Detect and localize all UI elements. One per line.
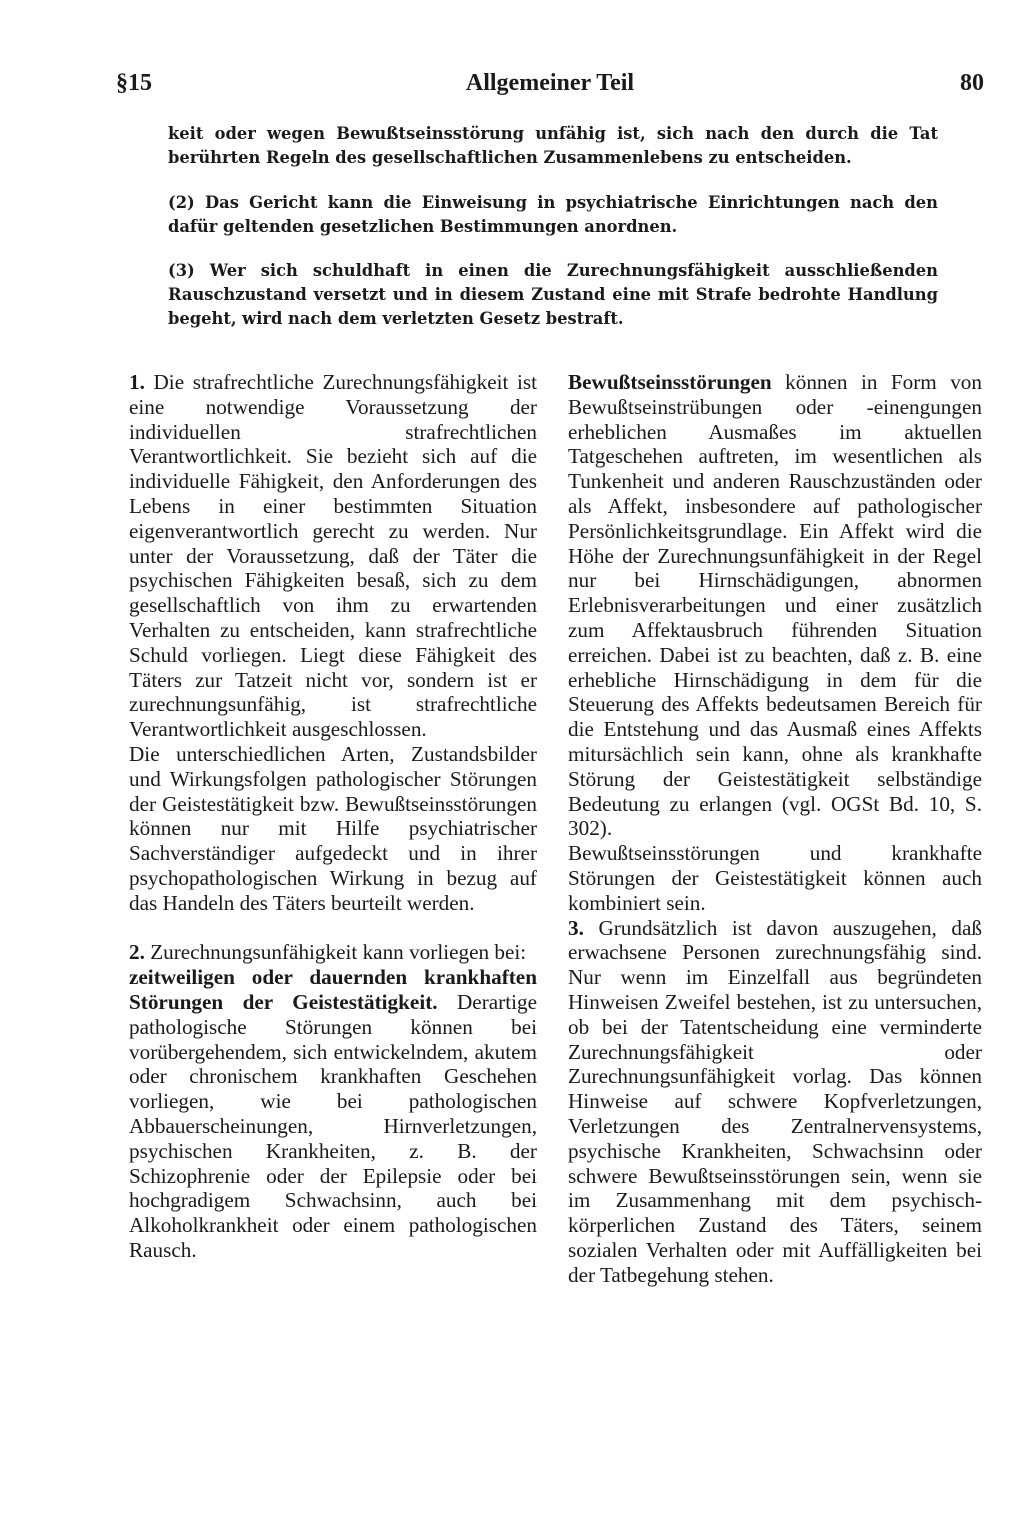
note-number: 1. [129, 370, 145, 394]
section-number: §15 [116, 70, 152, 96]
note-number: 3. [568, 915, 584, 940]
note-text: können in Form von Bewußtseinstrübungen oder -einengungen erheblichen Ausmaßes im aktuellen Tatgeschehen auftreten, im wesentlichen als Tunkenheit und anderen Rauschzuständen oder als Affekt, insbesondere auf pathologischer Persönlichkeitsgrundlage. Ein Affekt wird die Höhe der Zurechnungsunfähigkeit in der Regel nur bei Hirnschädigungen, abnormen Erlebnisverarbeitungen und einer zusätzlich zum Affektausbruch führenden Situation erreichen. Dabei ist zu beachten, daß z. B. eine erhebliche Hirnschädigung in dem für die Steuerung des Affekts bedeutsamen Bereich für die Entstehung und das Ausmaß eines Affekts mitursächlich sein kann, ohne als krankhafte Störung der Geistestätigkeit selbständige Bedeutung zu erlangen (vgl. OGSt Bd. 10, S. 302). [568, 370, 982, 841]
statute-text [168, 122, 938, 351]
commentary-left-column [129, 370, 537, 1263]
note-number: 2. [129, 940, 145, 965]
commentary-note-3 [568, 916, 982, 1288]
commentary-note-2-combination: Bewußtseinsstörungen und krankhafte Störungen der Geistestätigkeit können auch kombiniert sein. [568, 841, 982, 915]
note-text: Grundsätzlich ist davon auszugehen, daß erwachsene Personen zurechnungsfähig sind. Nur wenn im Einzelfall aus begründeten Hinweisen Zweifel bestehen, ist zu untersuchen, ob bei der Tatentscheidung eine verminderte Zurechnungsfähigkeit oder Zurechnungsunfähigkeit vorlag. Das können Hinweise auf schwere Kopfverletzungen, Verletzungen des Zentralnervensystems, psychische Krankheiten, Schwachsinn oder schwere Bewußtseinsstörungen sein, wenn sie im Zusammenhang mit dem psychisch-körperlichen Zustand des Täters, seinem sozialen Verhalten oder mit Auffälligkeiten bei der Tatbegehung stehen. [568, 915, 982, 1287]
statute-paragraph-1: keit oder wegen Bewußtseinsstörung unfähig ist, sich nach den durch die Tat berührten Regeln des gesellschaftlichen Zusammenlebens zu entscheiden. [168, 124, 938, 167]
commentary-note-2-continued [568, 370, 982, 841]
note-intro: Zurechnungsunfähigkeit kann vorliegen bei: [150, 940, 527, 965]
commentary-note-2 [129, 940, 537, 1262]
statute-paragraph-2: (2) Das Gericht kann die Einweisung in psychiatrische Einrichtungen nach den dafür geltenden gesetzlichen Bestimmungen anordnen. [168, 193, 938, 236]
page-header [116, 70, 984, 104]
page-number: 80 [960, 70, 984, 96]
commentary-note-1 [129, 370, 537, 742]
statute-paragraph-3: (3) Wer sich schuldhaft in einen die Zurechnungsfähigkeit ausschließenden Rauschzustand versetzt und in diesem Zustand eine mit Strafe bedrohte Handlung begeht, wird nach dem verletzten Gesetz bestraft. [168, 261, 938, 328]
commentary-note-1-continued: Die unterschiedlichen Arten, Zustandsbilder und Wirkungsfolgen pathologischer Störungen der Geistestätigkeit bzw. Bewußtseinsstörungen können nur mit Hilfe psychiatrischer Sachverständiger aufgedeckt und in ihrer psychopathologischen Wirkung in bezug auf das Handeln des Täters beurteilt werden. [129, 741, 537, 915]
running-title: Allgemeiner Teil [465, 70, 635, 96]
commentary-right-column [568, 370, 982, 1287]
note-keyword: Bewußtseinsstörungen [568, 370, 772, 394]
note-keyword: zeitweiligen oder dauernden krankhaften Störungen der Geistestätigkeit. [129, 965, 537, 1014]
note-text: Derartige pathologische Störungen können bei vorübergehendem, sich entwickelndem, akutem oder chronischem krankhaften Geschehen vorliegen, wie bei pathologischen Abbauerscheinungen, Hirnverletzungen, psychischen Krankheiten, z. B. der Schizophrenie oder der Epilepsie oder bei hochgradigem Schwachsinn, auch bei Alkoholkrankheit oder einem pathologischen Rausch. [129, 989, 537, 1262]
note-text: Die strafrechtliche Zurechnungsfähigkeit ist eine notwendige Voraussetzung der individuellen strafrechtlichen Verantwortlichkeit. Sie bezieht sich auf die individuelle Fähigkeit, den Anforderungen des Lebens in einer bestimmten Situation eigenverantwortlich gerecht zu werden. Nur unter der Voraussetzung, daß der Täter die psychischen Fähigkeiten besaß, sich zu dem gesellschaftlich von ihm zu erwartenden Verhalten zu entscheiden, kann strafrechtliche Schuld vorliegen. Liegt diese Fähigkeit des Täters zur Tatzeit nicht vor, sondern ist er zurechnungsunfähig, ist strafrechtliche Verantwortlichkeit ausgeschlossen. [129, 370, 537, 742]
